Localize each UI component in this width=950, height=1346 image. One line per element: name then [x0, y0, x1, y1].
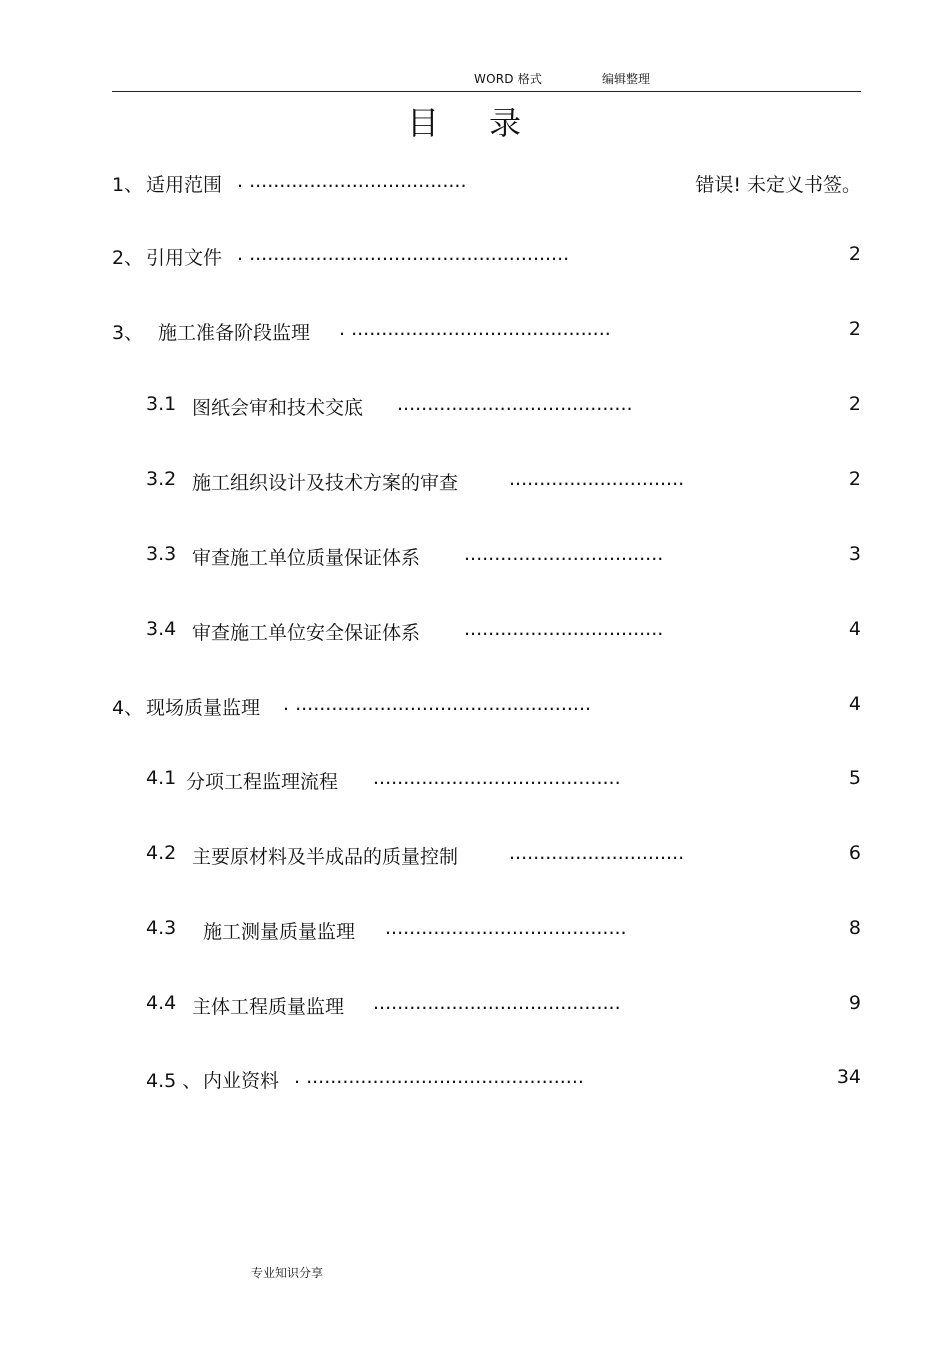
- toc-leader: .................................: [464, 618, 664, 640]
- toc-page-number: 2: [848, 243, 861, 265]
- toc-entry-4-1[interactable]: [0, 767, 950, 797]
- page-footer: 专业知识分享: [251, 1266, 324, 1280]
- toc-leader: .............................: [509, 842, 685, 864]
- toc-entry-4[interactable]: [0, 693, 950, 723]
- toc-label: 审查施工单位安全保证体系: [192, 622, 421, 644]
- toc-leader: ........................................: [385, 917, 627, 939]
- toc-number: 4、: [112, 697, 144, 719]
- toc-page-number: 34: [836, 1066, 861, 1088]
- toc-page-number: 6: [848, 842, 861, 864]
- toc-leader: . ....................................: [237, 170, 467, 192]
- page-header-right: 编辑整理: [602, 72, 651, 86]
- toc-page-number: 错误! 未定义书签。: [695, 174, 861, 196]
- toc-page-number: 2: [848, 468, 861, 490]
- toc-entry-4-2[interactable]: [0, 842, 950, 872]
- toc-entry-4-3[interactable]: [0, 917, 950, 947]
- toc-leader: . .....................................................: [237, 243, 570, 265]
- toc-label: 审查施工单位质量保证体系: [192, 547, 421, 569]
- toc-label: 施工组织设计及技术方案的审查: [192, 472, 459, 494]
- toc-page-number: 9: [848, 992, 861, 1014]
- toc-page-number: 5: [848, 767, 861, 789]
- toc-leader: .........................................: [373, 992, 621, 1014]
- toc-leader: .............................: [509, 468, 685, 490]
- toc-label: 分项工程监理流程: [186, 771, 339, 793]
- toc-page-number: 4: [848, 618, 861, 640]
- toc-number: 4.1: [146, 767, 177, 789]
- toc-number: 4.5 、: [146, 1070, 202, 1092]
- toc-number: 2、: [112, 247, 144, 269]
- toc-number: 3.1: [146, 393, 177, 415]
- toc-page-number: 2: [848, 318, 861, 340]
- toc-entry-3-4[interactable]: [0, 618, 950, 648]
- toc-number: 3、: [112, 322, 144, 344]
- toc-number: 3.4: [146, 618, 177, 640]
- toc-label: 施工准备阶段监理: [158, 322, 311, 344]
- toc-page-number: 2: [848, 393, 861, 415]
- toc-entry-3-3[interactable]: [0, 543, 950, 573]
- toc-label: 图纸会审和技术交底: [192, 397, 364, 419]
- toc-label: 内业资料: [203, 1070, 280, 1092]
- toc-page-number: 8: [848, 917, 861, 939]
- toc-leader: . .................................................: [283, 693, 592, 715]
- toc-page-number: 4: [848, 693, 861, 715]
- toc-leader: . ..............................................: [294, 1066, 584, 1088]
- toc-entry-3[interactable]: [0, 318, 950, 348]
- toc-entry-3-1[interactable]: [0, 393, 950, 423]
- toc-page-number: 3: [848, 543, 861, 565]
- toc-label: 适用范围: [146, 174, 223, 196]
- toc-leader: .......................................: [397, 393, 633, 415]
- toc-leader: . ...........................................: [339, 318, 611, 340]
- toc-number: 4.3: [146, 917, 177, 939]
- toc-number: 4.4: [146, 992, 177, 1014]
- toc-entry-4-4[interactable]: [0, 992, 950, 1022]
- toc-number: 3.2: [146, 468, 177, 490]
- toc-entry-1[interactable]: [0, 170, 950, 200]
- toc-label: 施工测量质量监理: [203, 921, 356, 943]
- toc-leader: .................................: [464, 543, 664, 565]
- toc-label: 主体工程质量监理: [192, 996, 345, 1018]
- toc-label: 主要原材料及半成品的质量控制: [192, 846, 459, 868]
- toc-entry-4-5[interactable]: [0, 1066, 950, 1096]
- toc-entry-2[interactable]: [0, 243, 950, 273]
- toc-number: 3.3: [146, 543, 177, 565]
- header-rule: [112, 91, 861, 92]
- page-header-left: WORD 格式: [474, 72, 543, 86]
- page-title: 目录: [406, 104, 571, 142]
- toc-entry-3-2[interactable]: [0, 468, 950, 498]
- toc-number: 4.2: [146, 842, 177, 864]
- toc-number: 1、: [112, 174, 144, 196]
- toc-leader: .........................................: [373, 767, 621, 789]
- toc-label: 现场质量监理: [146, 697, 261, 719]
- toc-label: 引用文件: [146, 247, 223, 269]
